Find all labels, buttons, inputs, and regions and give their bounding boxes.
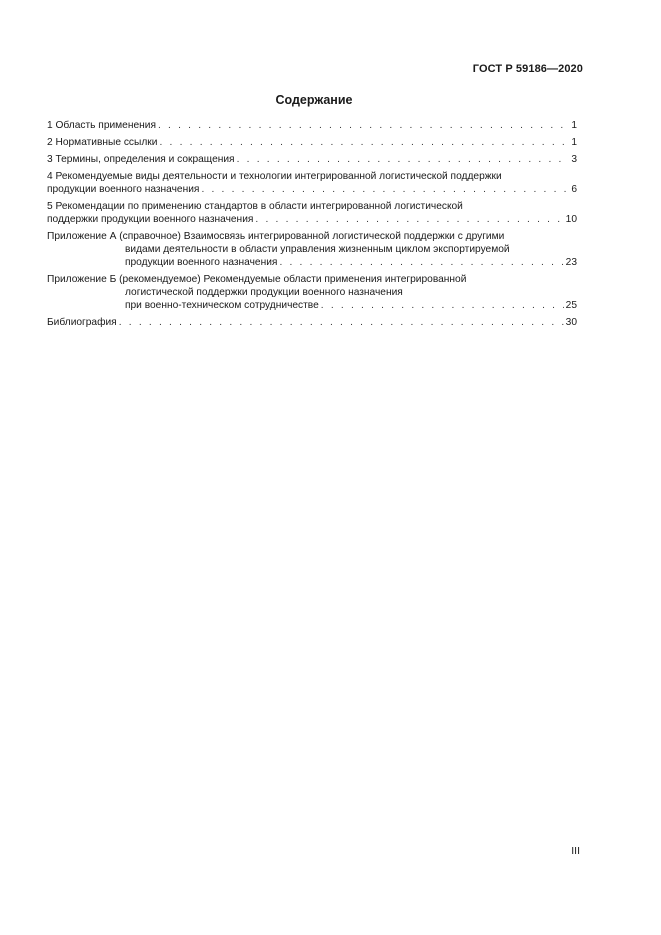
toc-entry-standards[interactable] (47, 200, 577, 226)
dot-leader (158, 119, 569, 132)
toc-entry-activities[interactable] (47, 170, 577, 196)
table-of-contents (47, 119, 577, 333)
toc-entry-text: продукции военного назначения (125, 257, 278, 268)
toc-entry-text: поддержки продукции военного назначения (47, 214, 254, 225)
toc-entry-normative-references[interactable] (47, 136, 577, 149)
dot-leader (237, 153, 570, 166)
dot-leader (119, 316, 564, 329)
dot-leader (279, 256, 563, 269)
toc-entry-text: Библиография (47, 317, 117, 328)
dot-leader (159, 136, 569, 149)
toc-entry-text: 2 Нормативные ссылки (47, 137, 158, 148)
dot-leader (201, 183, 569, 196)
toc-entry-text: Приложение Б (рекомендуемое) Рекомендуемые области применения интегрированной (47, 274, 467, 285)
toc-entry-text: 5 Рекомендации по применению стандартов в области интегрированной логистической (47, 201, 463, 212)
toc-page-number: 1 (571, 137, 577, 148)
toc-page-number: 10 (565, 214, 577, 225)
toc-entry-bibliography[interactable] (47, 316, 577, 329)
toc-page-number: 25 (565, 300, 577, 311)
toc-entry-text: при военно-техническом сотрудничестве (125, 300, 319, 311)
toc-page-number: 3 (571, 154, 577, 165)
toc-entry-text: Приложение А (справочное) Взаимосвязь интегрированной логистической поддержки с другими (47, 231, 505, 242)
toc-entry-text: логистической поддержки продукции военного назначения (125, 287, 403, 298)
toc-entry-scope[interactable] (47, 119, 577, 132)
toc-page-number: 1 (571, 120, 577, 131)
toc-entry-text: продукции военного назначения (47, 184, 200, 195)
toc-title: Содержание (275, 93, 353, 107)
toc-page-number: 6 (571, 184, 577, 195)
toc-page-number: 30 (565, 317, 577, 328)
toc-entry-text: 1 Область применения (47, 120, 156, 131)
toc-entry-terms[interactable] (47, 153, 577, 166)
toc-entry-text: 4 Рекомендуемые виды деятельности и технологии интегрированной логистической поддержки (47, 171, 502, 182)
toc-entry-appendix-b[interactable] (47, 273, 577, 312)
toc-entry-text: видами деятельности в области управления жизненным циклом экспортируемой (125, 244, 510, 255)
dot-leader (321, 299, 564, 312)
dot-leader (255, 213, 563, 226)
toc-page-number: 23 (565, 257, 577, 268)
toc-entry-text: 3 Термины, определения и сокращения (47, 154, 235, 165)
document-code: ГОСТ Р 59186—2020 (472, 63, 583, 75)
toc-entry-appendix-a[interactable] (47, 230, 577, 269)
page-number: III (571, 845, 580, 857)
